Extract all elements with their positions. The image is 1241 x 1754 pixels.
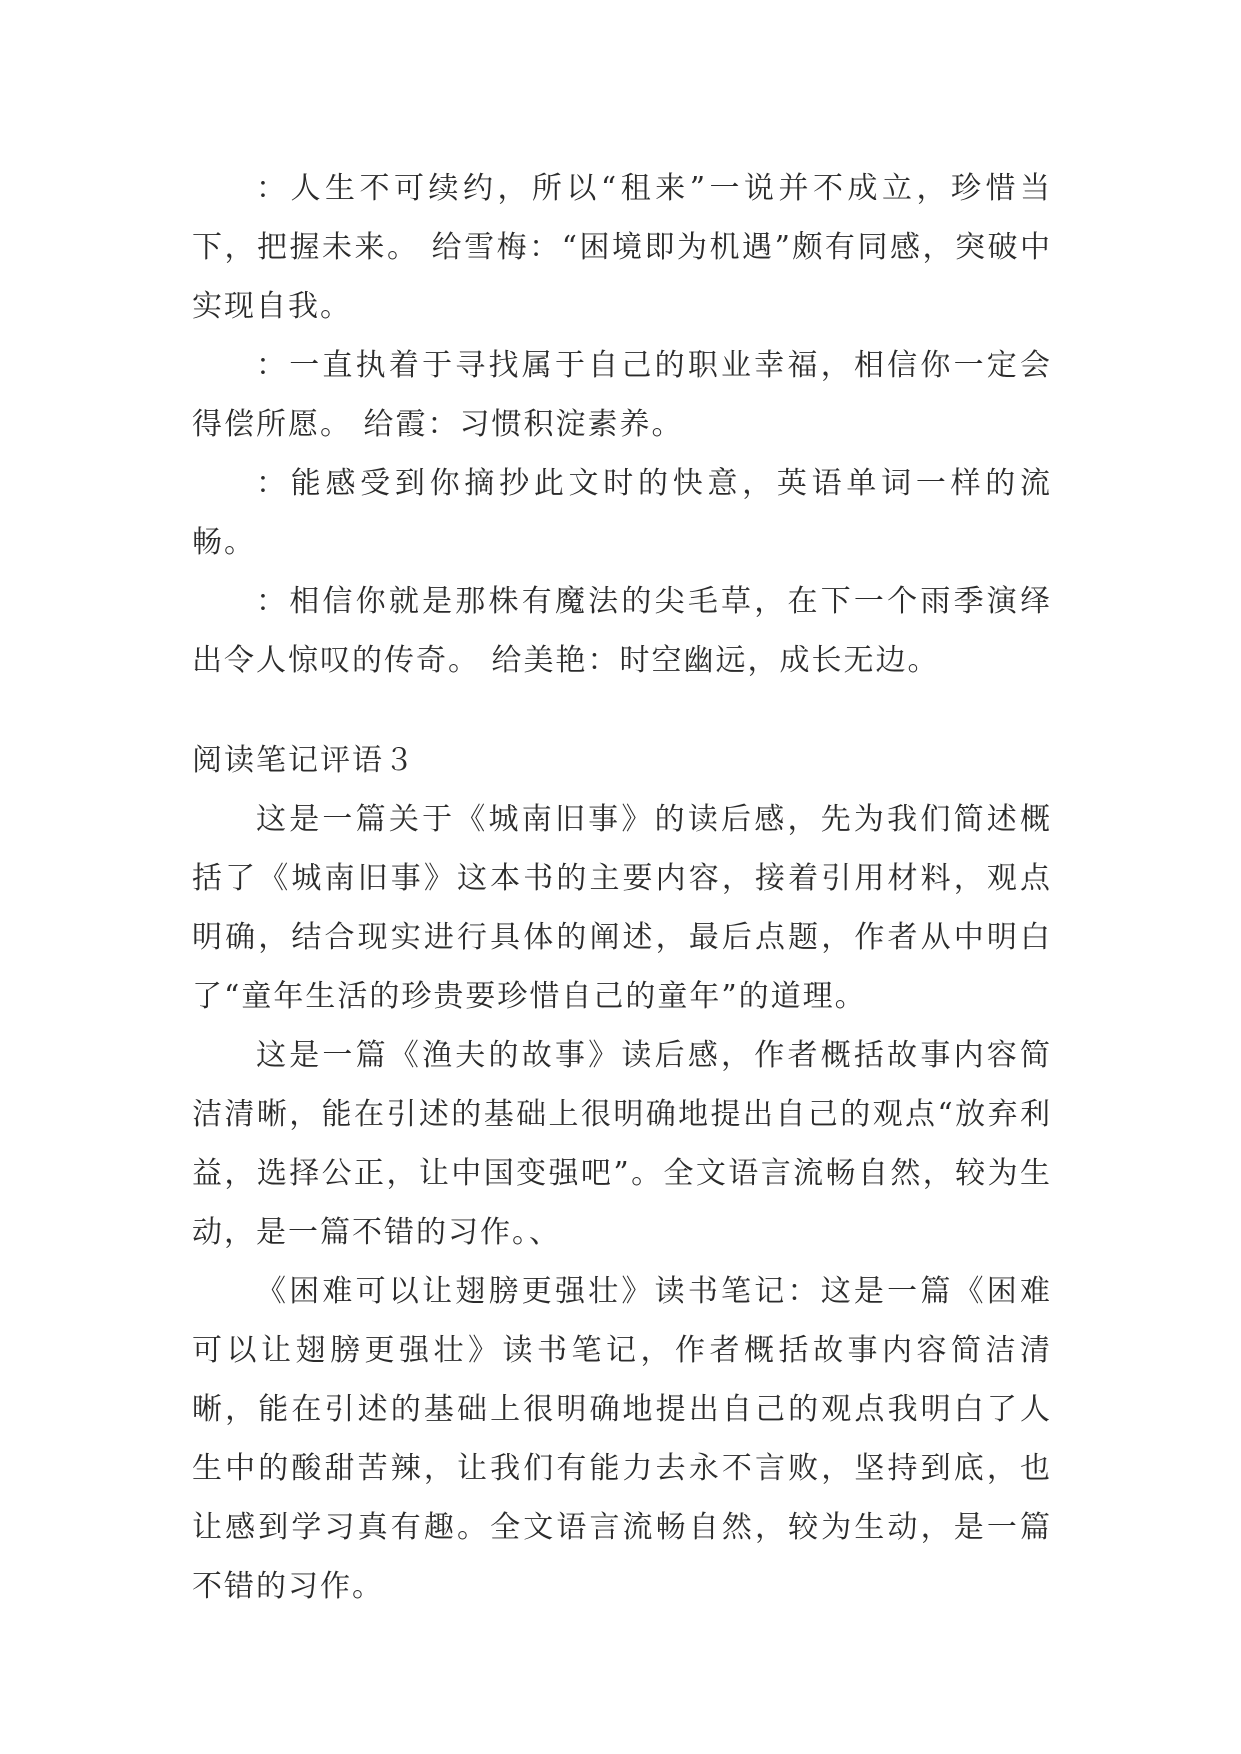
review-paragraph: 这是一篇《渔夫的故事》读后感，作者概括故事内容简洁清晰，能在引述的基础上很明确地提出自己的观点“放弃利益，选择公正，让中国变强吧”。全文语言流畅自然，较为生动，是一篇不错的习作。、 [192, 1038, 1052, 1250]
comment-paragraph: ：一直执着于寻找属于自己的职业幸福，相信你一定会得偿所愿。 给霞：习惯积淀素养。 [192, 348, 1052, 442]
review-paragraph: 这是一篇关于《城南旧事》的读后感，先为我们简述概括了《城南旧事》这本书的主要内容，接着引用材料，观点明确，结合现实进行具体的阐述，最后点题，作者从中明白了“童年生活的珍贵要珍惜自己的童年”的道理。 [192, 802, 1052, 1014]
comment-paragraph: ：能感受到你摘抄此文时的快意，英语单词一样的流畅。 [192, 466, 1052, 560]
document-body [192, 159, 1052, 1616]
comment-paragraph: ：人生不可续约，所以“租来”一说并不成立，珍惜当下，把握未来。 给雪梅：“困境即为机遇”颇有同感，突破中实现自我。 [192, 171, 1052, 324]
review-paragraph: 《困难可以让翅膀更强壮》读书笔记：这是一篇《困难可以让翅膀更强壮》读书笔记，作者概括故事内容简洁清晰，能在引述的基础上很明确地提出自己的观点我明白了人生中的酸甜苦辣，让我们有能力去永不言败，坚持到底，也让感到学习真有趣。全文语言流畅自然，较为生动，是一篇不错的习作。 [192, 1274, 1052, 1604]
section-heading: 阅读笔记评语３ [192, 743, 416, 778]
comment-paragraph: ：相信你就是那株有魔法的尖毛草，在下一个雨季演绎出令人惊叹的传奇。 给美艳：时空幽远，成长无边。 [192, 584, 1052, 678]
